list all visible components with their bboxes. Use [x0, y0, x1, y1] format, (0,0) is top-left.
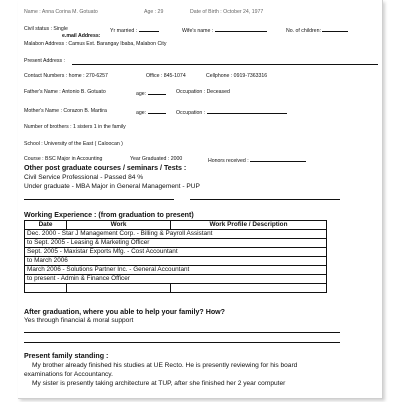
table-row-text: March 2006 - Solutions Partner Inc. - General Accountant	[25, 266, 327, 275]
mother-age-label: age:	[136, 110, 147, 116]
honors-field	[208, 156, 306, 164]
after-grad-question: After graduation, where you able to help your family? How?	[24, 308, 226, 316]
children-field	[286, 26, 348, 34]
work-col-profile: Work Profile / Description	[171, 221, 327, 230]
table-row-text: to Sept. 2005 - Leasing & Marketing Officer	[25, 239, 327, 248]
post-grad-line-2: Under graduate - MBA Major in General Management - PUP	[24, 183, 200, 190]
malabon-address: Malabon Address : Camus Ext. Barangay Ibaba, Malabon City	[24, 41, 167, 47]
year-graduated-field: Year Graduated : 2000	[130, 156, 183, 162]
email-field: e.mail Address:	[62, 33, 101, 39]
wife-name-label: Wife's name :	[182, 28, 214, 34]
table-row	[25, 248, 327, 257]
family-standing-line-1: My brother already finished his studies at UE Recto. He is presently reviewing for his board	[32, 362, 298, 369]
course-field: Course : BSC Major in Accounting	[24, 156, 103, 162]
table-cell-empty	[25, 284, 67, 293]
siblings-count: Number of brothers : 1 sisters 1 in the family	[24, 124, 126, 130]
present-address-label: Present Address :	[24, 58, 65, 64]
wife-name-blank	[215, 26, 267, 32]
honors-label: Honors received :	[208, 158, 249, 164]
mother-occupation-blank	[207, 108, 287, 114]
mother-age-field	[136, 108, 166, 116]
father-name: Father's Name : Antonio B. Gotuato	[24, 89, 106, 95]
table-row-text: to March 2006	[25, 257, 327, 266]
table-row	[25, 257, 327, 266]
document-sheet	[18, 0, 383, 399]
children-label: No. of children:	[286, 28, 321, 34]
family-standing-line-2: examinations for Accountancy.	[24, 371, 113, 378]
age-field: Age : 29	[144, 9, 164, 15]
contact-home: Contact Numbers : home : 270-6257	[24, 73, 108, 79]
honors-blank	[250, 156, 306, 162]
post-grad-heading: Other post graduate courses / seminars / Tests :	[24, 164, 187, 172]
work-col-date: Date	[25, 221, 67, 230]
mother-occupation-field	[176, 108, 287, 116]
father-occupation: Occupation : Deceased	[176, 89, 230, 95]
contact-office: Office : 845-1074	[146, 73, 186, 79]
after-grad-blank-line-2	[24, 342, 340, 343]
work-heading: Working Experience : (from graduation to present)	[24, 211, 194, 219]
present-address-line	[72, 64, 378, 65]
after-grad-blank-line-1	[24, 332, 340, 333]
name-field: Name : Anna Corina M. Gotuato	[24, 9, 98, 15]
yr-married-field	[110, 26, 159, 34]
mother-name: Mother's Name : Corazon B. Martira	[24, 108, 107, 114]
civil-status-field: Civil status : Single	[24, 26, 68, 32]
work-col-work: Work	[67, 221, 171, 230]
contact-cell: Cellphone : 0919-7363316	[206, 73, 268, 79]
father-age-label: age:	[136, 91, 147, 97]
table-row-text: to present - Admin & Finance Officer	[25, 275, 327, 284]
father-age-blank	[148, 89, 166, 95]
table-row	[25, 230, 327, 239]
table-row	[25, 284, 327, 293]
family-standing-line-3: My sister is presently taking architecture at TUP, after she finished her 2 year computer	[32, 380, 286, 387]
school-field: School : University of the East ( Caloocan )	[24, 141, 123, 147]
mother-occupation-label: Occupation :	[176, 110, 206, 116]
table-row	[25, 266, 327, 275]
post-grad-blank-line-left	[24, 199, 174, 200]
children-blank	[322, 26, 348, 32]
table-row-text: Dec. 2000 - Star J Management Corp. - Billing & Payroll Assistant	[25, 230, 327, 239]
table-row	[25, 275, 327, 284]
table-row	[25, 239, 327, 248]
family-standing-heading: Present family standing :	[24, 352, 109, 360]
table-cell-empty	[171, 284, 327, 293]
work-table-header-row	[25, 221, 327, 230]
after-grad-answer: Yes through financial & moral support	[24, 317, 134, 324]
father-age-field	[136, 89, 166, 97]
work-table	[24, 220, 327, 293]
mother-age-blank	[148, 108, 166, 114]
dob-field: Date of Birth : October 24, 1977	[190, 9, 264, 15]
table-cell-empty	[67, 284, 171, 293]
yr-married-blank	[139, 26, 159, 32]
yr-married-label: Yr married :	[110, 28, 138, 34]
post-grad-line-1: Civil Service Professional - Passed 84 %	[24, 174, 144, 181]
table-row-text: Sept. 2005 - Maxistar Exports Mfg. - Cost Accountant	[25, 248, 327, 257]
post-grad-blank-line-right	[190, 199, 340, 200]
wife-name-field	[182, 26, 267, 34]
